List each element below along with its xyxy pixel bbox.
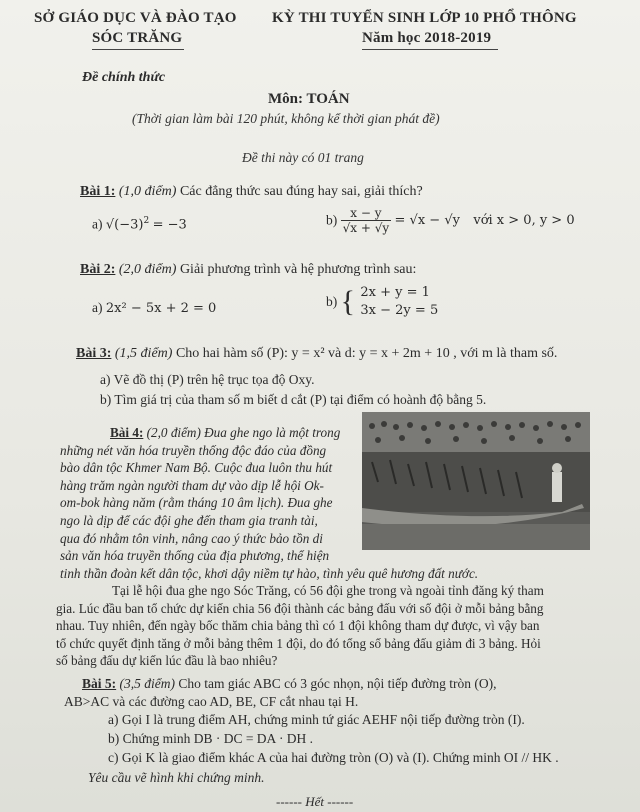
bai1-b-fraction bbox=[341, 206, 392, 235]
boat-race-illustration bbox=[362, 412, 590, 550]
bai4-intro-line-3: hàng trăm ngàn người tham dự vào dịp lễ hội Ok- bbox=[60, 477, 324, 493]
bai2-a-label: a) bbox=[92, 300, 103, 315]
bai4-body bbox=[56, 582, 544, 670]
bai1-a-expr-right: = −3 bbox=[152, 217, 187, 233]
bai2-b-eq2: 3x − 2y = 5 bbox=[360, 303, 439, 318]
bai1-label: Bài 1: bbox=[80, 184, 116, 199]
bai1-part-a bbox=[92, 216, 187, 233]
time-note: (Thời gian làm bài 120 phút, không kể thời gian phát đề) bbox=[132, 111, 440, 126]
bai4-body-line-0: Tại lễ hội đua ghe ngo Sóc Trăng, có 56 đội ghe trong và ngoài tỉnh đăng ký tham bbox=[112, 583, 544, 598]
bai4-label: Bài 4: bbox=[110, 425, 144, 440]
school-year-underline bbox=[362, 49, 498, 50]
bai4-body-line-2: nhau. Tuy nhiên, đến ngày bốc thăm chia bảng thì có 1 đội không tham dự được, vì vậy ban bbox=[56, 618, 540, 634]
school-year: Năm học 2018-2019 bbox=[362, 30, 492, 46]
bai5-part-b: b) Chứng minh DB · DC = DA · DH . bbox=[108, 731, 314, 746]
bai2-score: (2,0 điểm) bbox=[118, 262, 177, 277]
bai5-score: (3,5 điểm) bbox=[119, 676, 175, 691]
bai4-intro-line-7: sản văn hóa truyền thống của địa phương, thể hiện bbox=[60, 548, 330, 564]
bai1-heading bbox=[80, 184, 423, 200]
bai3-part-a: a) Vẽ đồ thị (P) trên hệ trục tọa độ Oxy. bbox=[100, 372, 315, 387]
bai5-line2: AB>AC và các đường cao AD, BE, CF cắt nhau tại H. bbox=[64, 694, 359, 709]
bai2-a-expr: 2x² − 5x + 2 = 0 bbox=[105, 301, 217, 316]
province-underline bbox=[92, 49, 184, 50]
system-brace: { bbox=[340, 285, 356, 318]
bai3-part-b: b) Tìm giá trị của tham số m biết d cắt (P) tại điểm có hoành độ bằng 5. bbox=[100, 392, 487, 407]
bai1-b-rhs: = √x − √y bbox=[394, 213, 460, 228]
bai4-intro-line-1: những nét văn hóa truyền thống độc đáo của đồng bbox=[60, 442, 327, 458]
bai5-line1: Cho tam giác ABC có 3 góc nhọn, nội tiếp đường tròn (O), bbox=[178, 676, 497, 691]
subject: Môn: TOÁN bbox=[268, 91, 350, 107]
bai3-heading bbox=[76, 346, 557, 362]
bai1-a-exp: 2 bbox=[143, 216, 150, 226]
bai2-text: Giải phương trình và hệ phương trình sau: bbox=[179, 262, 417, 277]
bai4-intro-line-4: om-bok hàng năm (rằm tháng 10 âm lịch). Đua ghe bbox=[60, 495, 333, 511]
bai1-part-b bbox=[326, 206, 575, 235]
bai2-heading bbox=[80, 262, 416, 278]
bai4-intro-line-6: qua đó nhằm tôn vinh, nâng cao ý thức bảo tồn di bbox=[60, 530, 323, 546]
equation-system bbox=[360, 284, 438, 320]
boat-race-photo bbox=[362, 412, 590, 550]
bai2-part-a bbox=[92, 300, 216, 316]
exam-title: KỲ THI TUYỂN SINH LỚP 10 PHỔ THÔNG bbox=[272, 10, 577, 26]
bai5-label: Bài 5: bbox=[82, 676, 117, 691]
bai1-b-numerator: x − y bbox=[341, 206, 392, 221]
bai1-a-label: a) bbox=[92, 216, 103, 232]
bai3-label: Bài 3: bbox=[76, 346, 112, 361]
bai2-part-b bbox=[326, 284, 438, 320]
pages-note: Đề thi này có 01 trang bbox=[242, 150, 364, 165]
bai1-b-denominator: √x + √y bbox=[342, 221, 390, 235]
bai4-intro-line-8: tinh thần đoàn kết dân tộc, khơi dậy niềm tự hào, tình yêu quê hương đất nước. bbox=[60, 565, 479, 581]
bai4-intro-line-5: ngo là dịp để các đội ghe đến tham gia tranh tài, bbox=[60, 512, 318, 528]
bai5-heading bbox=[82, 676, 497, 692]
bai1-b-label: b) bbox=[326, 212, 338, 228]
bai1-score: (1,0 điểm) bbox=[118, 184, 177, 199]
end-marker: ------ Hết ------ bbox=[276, 794, 354, 809]
bai4-body-line-3: tổ chức quyết định tăng ở mỗi bảng thêm 1 đội, do đó tổng số bảng đấu giảm đi 3 bảng. Hỏi bbox=[56, 635, 541, 651]
bai4-body-line-1: gia. Lúc đầu ban tổ chức dự kiến chia 56 đội thành các bảng đấu với số đội ở mỗi bảng bằng bbox=[56, 600, 544, 616]
bai4-body-line-4: số bảng đấu dự kiến lúc đầu là bao nhiêu? bbox=[56, 653, 278, 669]
bai1-text: Các đẳng thức sau đúng hay sai, giải thích? bbox=[179, 184, 423, 199]
province-name: SÓC TRĂNG bbox=[92, 30, 183, 46]
bai2-b-eq1: 2x + y = 1 bbox=[360, 285, 430, 300]
bai3-score: (1,5 điểm) bbox=[114, 346, 173, 361]
bai1-a-expr-left: √(−3) bbox=[105, 217, 144, 233]
bai5-part-a: a) Gọi I là trung điểm AH, chứng minh tứ giác AEHF nội tiếp đường tròn (I). bbox=[108, 712, 525, 727]
bai4-score: (2,0 điểm) bbox=[146, 425, 201, 440]
bai3-text: Cho hai hàm số (P): y = x² và d: y = x + 2m + 10 , với m là tham số. bbox=[175, 346, 558, 361]
bai5-part-c: c) Gọi K là giao điểm khác A của hai đường tròn (O) và (I). Chứng minh OI // HK . bbox=[108, 750, 559, 765]
official-label: Đề chính thức bbox=[82, 70, 166, 85]
bai4-intro-line-0: Đua ghe ngo là một trong bbox=[204, 425, 341, 440]
bai1-b-condition: với x > 0, y > 0 bbox=[473, 213, 575, 228]
bai5-note: Yêu cầu vẽ hình khi chứng minh. bbox=[88, 770, 265, 785]
bai2-b-label: b) bbox=[326, 294, 338, 309]
bai4-intro-line-2: bào dân tộc Khmer Nam Bộ. Cuộc đua luôn thu hút bbox=[60, 460, 333, 476]
department-name: SỞ GIÁO DỤC VÀ ĐÀO TẠO bbox=[34, 10, 237, 26]
bai2-label: Bài 2: bbox=[80, 262, 116, 277]
